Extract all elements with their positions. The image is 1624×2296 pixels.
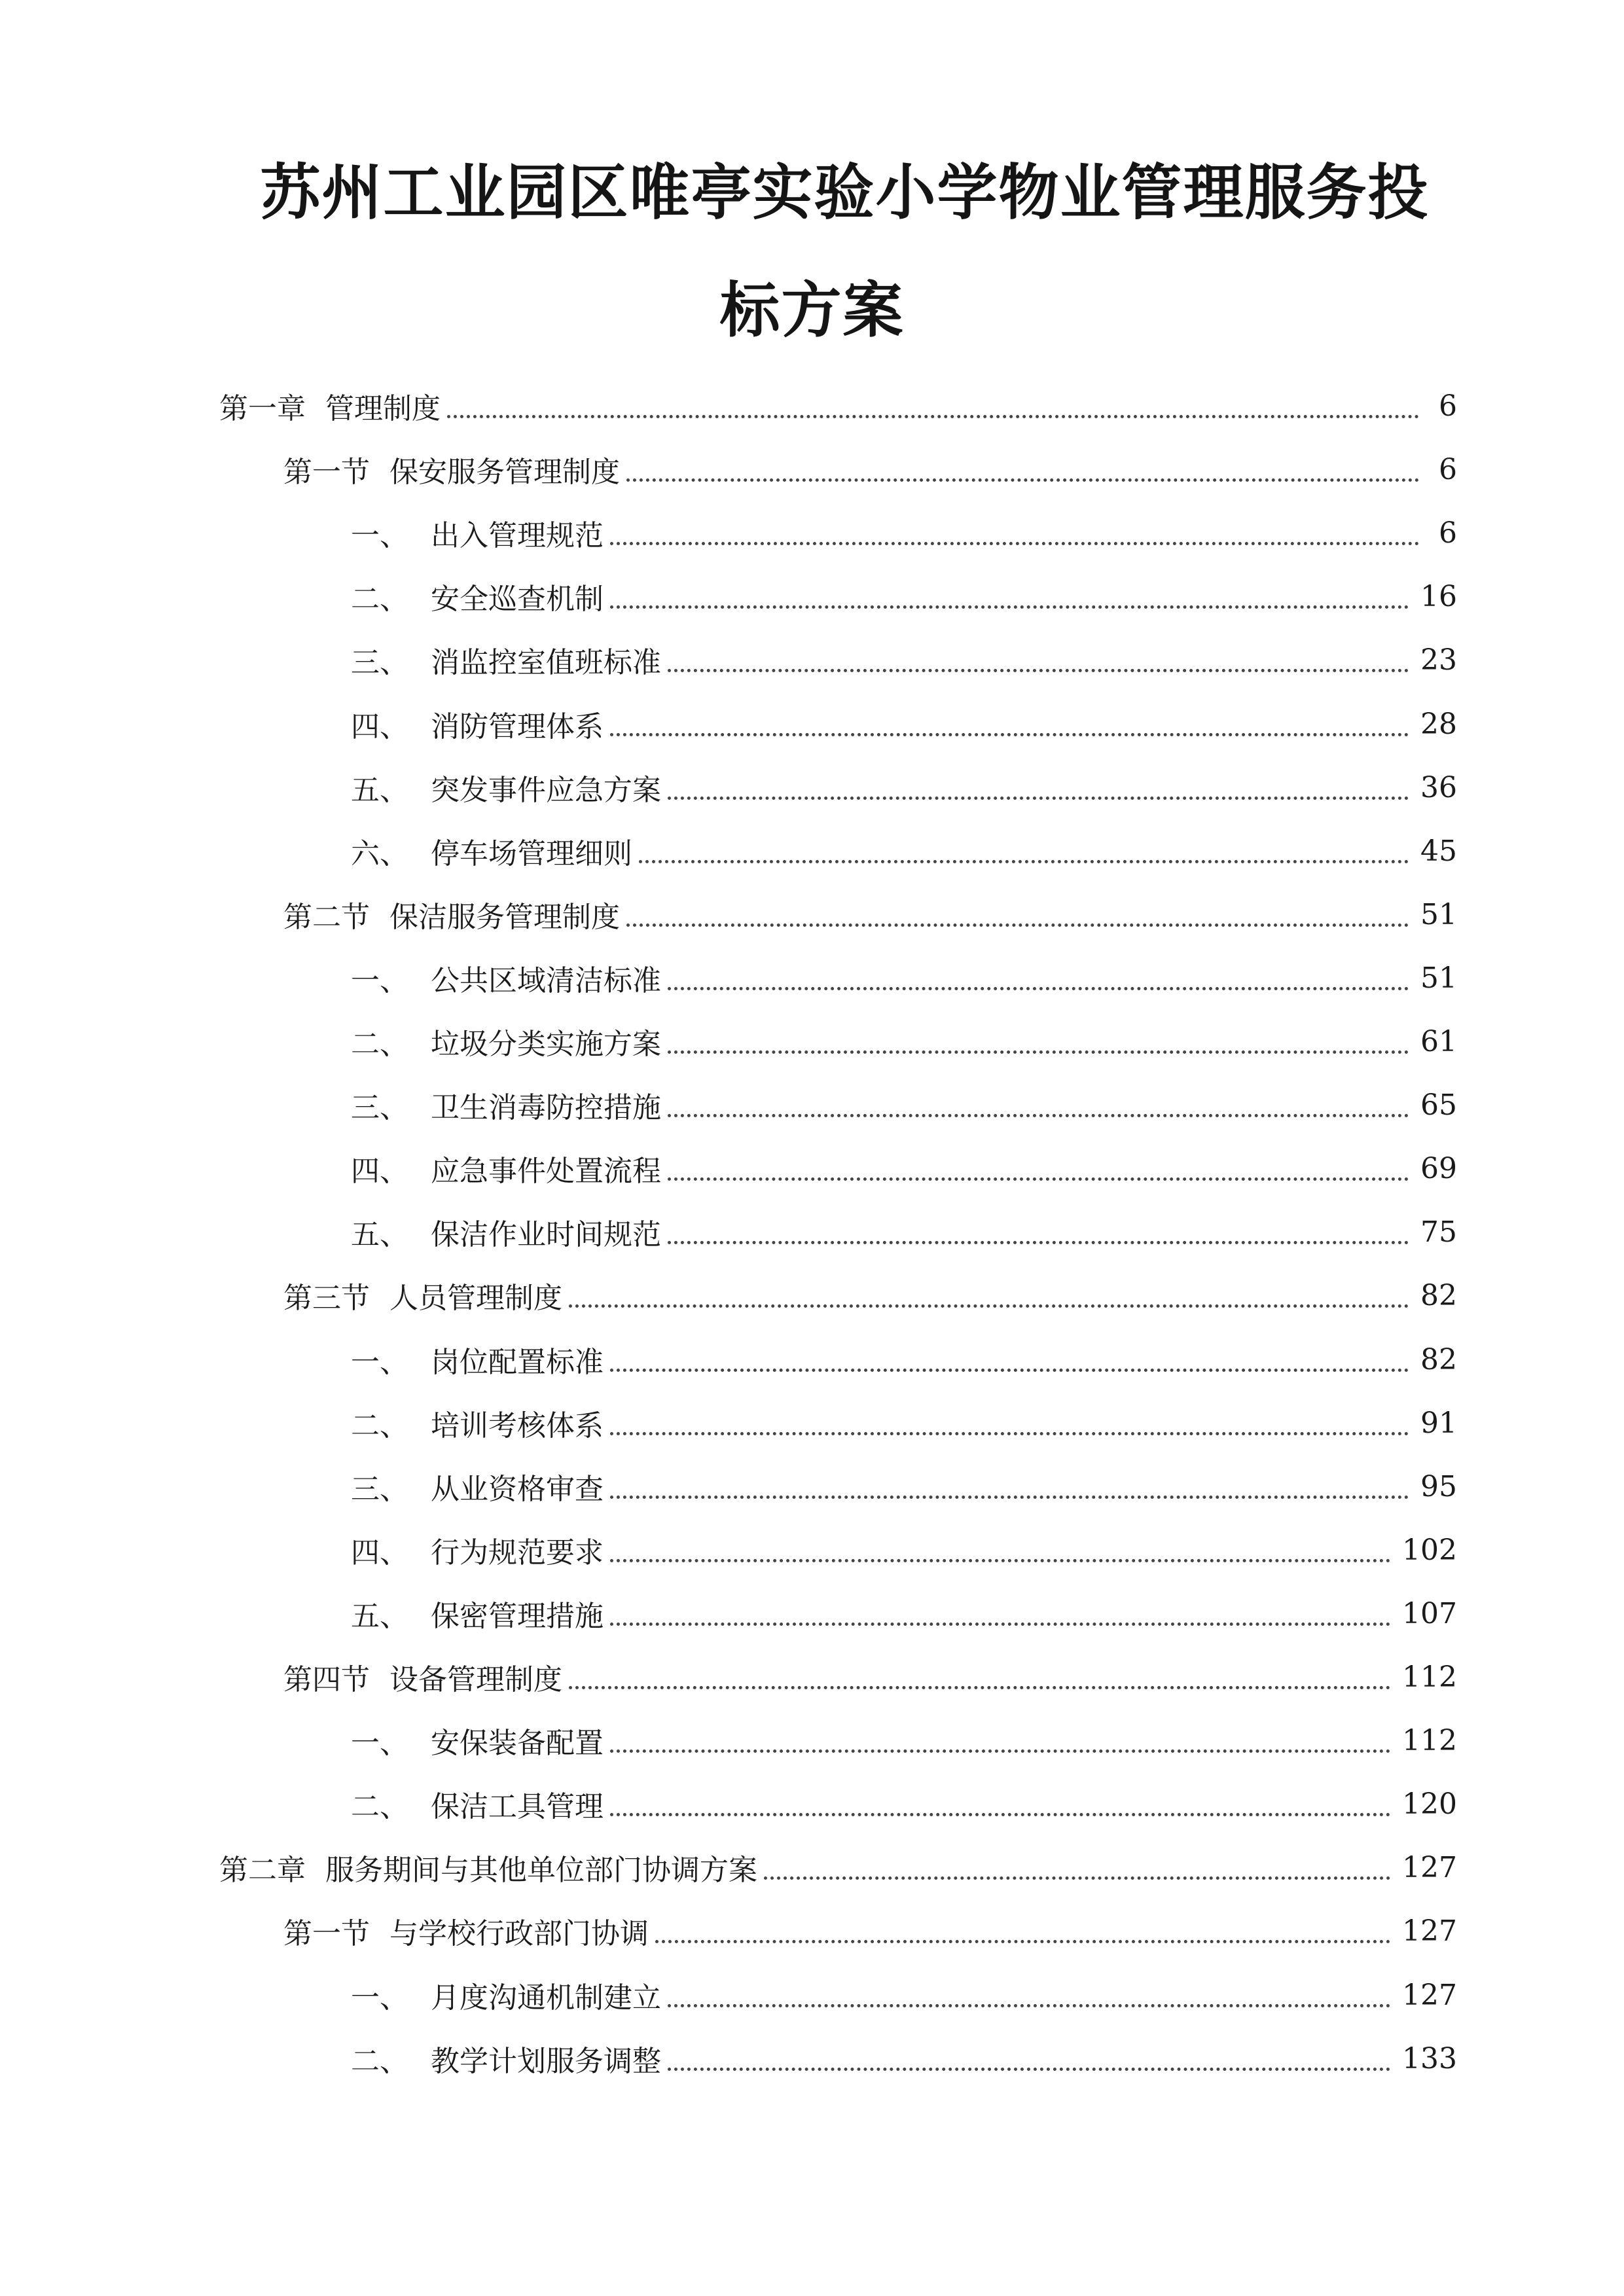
toc-entry[interactable]: [351, 570, 1457, 622]
toc-entry-title: 公共区域清洁标准: [431, 964, 661, 997]
toc-entry-number: 五、: [351, 1600, 408, 1633]
toc-entry[interactable]: [351, 1397, 1457, 1449]
toc-dot-leader: [626, 450, 1419, 482]
toc-page-number: 45: [1420, 834, 1457, 868]
toc-entry-title: 消监控室值班标准: [431, 646, 661, 679]
toc-entry-number: 一、: [351, 1346, 408, 1379]
toc-entry[interactable]: [351, 761, 1457, 814]
toc-entry-label: [351, 1592, 604, 1634]
toc-dot-leader: [668, 640, 1409, 672]
toc-entry-title: 垃圾分类实施方案: [431, 1028, 661, 1061]
toc-dot-leader: [668, 1085, 1409, 1117]
toc-entry-label: [351, 1147, 661, 1189]
toc-entry-label: [283, 893, 620, 935]
toc-dot-leader: [626, 895, 1409, 927]
toc-entry-title: 管理制度: [325, 392, 441, 425]
toc-entry-label: [219, 1846, 757, 1888]
toc-dot-leader: [610, 1721, 1390, 1753]
toc-entry-number: 一、: [351, 519, 408, 552]
toc-entry[interactable]: [351, 1333, 1457, 1386]
toc-dot-leader: [655, 1911, 1390, 1943]
toc-entry-title: 应急事件处置流程: [431, 1155, 661, 1188]
toc-entry-number: 四、: [351, 710, 408, 744]
toc-entry-title: 服务期间与其他单位部门协调方案: [325, 1854, 757, 1887]
toc-entry-label: [351, 1529, 604, 1571]
toc-entry[interactable]: [219, 380, 1457, 432]
toc-entry-title: 教学计划服务调整: [431, 2045, 661, 2078]
toc-page-number: 112: [1402, 1660, 1457, 1694]
toc-entry-label: [351, 1338, 604, 1380]
toc-entry-number: 第三节: [283, 1282, 370, 1315]
toc-entry-number: 四、: [351, 1155, 408, 1188]
toc-dot-leader: [668, 1022, 1409, 1054]
toc-entry[interactable]: [351, 1714, 1457, 1767]
toc-page-number: 28: [1420, 707, 1457, 741]
toc-dot-leader: [668, 1149, 1409, 1181]
toc-page-number: 127: [1402, 1914, 1457, 1948]
toc-entry-title: 保洁工具管理: [431, 1790, 604, 1823]
toc-entry-label: [351, 1719, 604, 1761]
toc-entry-label: [351, 957, 661, 999]
toc-entry[interactable]: [283, 1905, 1457, 1957]
toc-entry[interactable]: [351, 1778, 1457, 1830]
toc-entry[interactable]: [283, 1651, 1457, 1703]
toc-dot-leader: [668, 768, 1409, 800]
toc-entry[interactable]: [351, 1142, 1457, 1194]
toc-entry[interactable]: [351, 1524, 1457, 1576]
toc-entry[interactable]: [351, 1460, 1457, 1513]
document-title-line-2: 标方案: [719, 276, 905, 346]
toc-page-number: 61: [1420, 1024, 1457, 1058]
toc-dot-leader: [447, 386, 1419, 418]
toc-entry[interactable]: [351, 825, 1457, 877]
toc-entry-label: [351, 1402, 604, 1444]
toc-entry-label: [351, 1465, 604, 1507]
toc-dot-leader: [610, 513, 1419, 545]
toc-entry-title: 出入管理规范: [431, 519, 604, 552]
toc-entry-number: 一、: [351, 1727, 408, 1760]
toc-entry-title: 从业资格审查: [431, 1473, 604, 1506]
toc-entry-label: [219, 385, 441, 427]
toc-page-number: 51: [1420, 961, 1457, 995]
toc-entry[interactable]: [351, 507, 1457, 559]
toc-entry-title: 培训考核体系: [431, 1409, 604, 1443]
toc-page-number: 6: [1439, 452, 1457, 486]
toc-entry-number: 二、: [351, 583, 408, 616]
toc-entry-title: 停车场管理细则: [431, 837, 632, 870]
toc-entry[interactable]: [283, 443, 1457, 495]
toc-entry[interactable]: [283, 1269, 1457, 1321]
toc-dot-leader: [668, 1975, 1390, 2007]
toc-entry-label: [351, 639, 661, 681]
toc-entry-label: [351, 1020, 661, 1062]
toc-page-number: 65: [1420, 1088, 1457, 1122]
toc-entry-number: 二、: [351, 1790, 408, 1823]
document-title-line-1: 苏州工业园区唯亭实验小学物业管理服务投: [260, 158, 1430, 228]
toc-page-number: 6: [1439, 389, 1457, 423]
toc-dot-leader: [610, 1403, 1409, 1435]
toc-entry-number: 第四节: [283, 1663, 370, 1696]
toc-entry-number: 三、: [351, 1091, 408, 1124]
toc-entry-number: 二、: [351, 1409, 408, 1443]
toc-entry-number: 第一章: [219, 392, 306, 425]
toc-dot-leader: [610, 1530, 1390, 1562]
toc-entry-title: 设备管理制度: [389, 1663, 562, 1696]
toc-dot-leader: [610, 1467, 1409, 1499]
toc-entry[interactable]: [351, 1206, 1457, 1258]
toc-entry-number: 第二章: [219, 1854, 306, 1887]
toc-entry-title: 保安服务管理制度: [389, 456, 620, 489]
toc-page-number: 127: [1402, 1850, 1457, 1884]
toc-entry-label: [351, 1974, 661, 2016]
toc-dot-leader: [569, 1276, 1409, 1308]
toc-page-number: 82: [1420, 1278, 1457, 1312]
toc-entry-label: [351, 2037, 661, 2079]
toc-page-number: 69: [1420, 1151, 1457, 1185]
toc-entry-number: 三、: [351, 1473, 408, 1506]
toc-entry[interactable]: [219, 1841, 1457, 1893]
toc-entry-number: 二、: [351, 2045, 408, 2078]
toc-page-number: 91: [1420, 1406, 1457, 1440]
toc-entry-title: 保洁作业时间规范: [431, 1218, 661, 1251]
toc-dot-leader: [610, 1594, 1390, 1626]
toc-entry-number: 一、: [351, 1981, 408, 2015]
toc-entry-title: 卫生消毒防控措施: [431, 1091, 661, 1124]
toc-entry-title: 保洁服务管理制度: [389, 901, 620, 934]
toc-dot-leader: [610, 704, 1409, 736]
toc-entry-label: [351, 1211, 661, 1253]
toc-page-number: 75: [1420, 1215, 1457, 1249]
toc-entry-title: 消防管理体系: [431, 710, 604, 744]
toc-dot-leader: [639, 831, 1409, 863]
toc-entry-title: 安全巡查机制: [431, 583, 604, 616]
toc-entry-label: [283, 1910, 649, 1952]
toc-entry-label: [283, 448, 620, 490]
toc-entry[interactable]: [351, 952, 1457, 1004]
toc-entry-label: [351, 830, 632, 872]
toc-entry-title: 保密管理措施: [431, 1600, 604, 1633]
toc-entry-title: 安保装备配置: [431, 1727, 604, 1760]
toc-page-number: 112: [1402, 1723, 1457, 1757]
toc-dot-leader: [668, 958, 1409, 990]
toc-entry-number: 五、: [351, 1218, 408, 1251]
toc-page-number: 102: [1402, 1533, 1457, 1567]
toc-entry-title: 突发事件应急方案: [431, 774, 661, 807]
toc-entry-label: [351, 1783, 604, 1825]
toc-page-number: 36: [1420, 770, 1457, 804]
toc-dot-leader: [610, 1784, 1390, 1816]
toc-entry-number: 一、: [351, 964, 408, 997]
toc-entry-title: 月度沟通机制建立: [431, 1981, 661, 2015]
toc-page-number: 16: [1420, 579, 1457, 613]
toc-page-number: 133: [1402, 2041, 1457, 2075]
toc-page-number: 6: [1439, 516, 1457, 550]
toc-entry-label: [283, 1656, 562, 1698]
toc-entry-title: 行为规范要求: [431, 1536, 604, 1570]
toc-entry-label: [351, 575, 604, 617]
toc-page-number: 51: [1420, 897, 1457, 931]
toc-entry[interactable]: [351, 1587, 1457, 1640]
toc-entry-label: [351, 1084, 661, 1126]
toc-entry-number: 第二节: [283, 901, 370, 934]
toc-entry-label: [351, 703, 604, 745]
toc-entry-number: 四、: [351, 1536, 408, 1570]
toc-entry-number: 二、: [351, 1028, 408, 1061]
toc-dot-leader: [668, 1212, 1409, 1244]
toc-page-number: 23: [1420, 643, 1457, 677]
toc-entry-label: [351, 766, 661, 808]
toc-page-number: 82: [1420, 1342, 1457, 1376]
toc-dot-leader: [610, 577, 1409, 609]
toc-dot-leader: [764, 1848, 1390, 1880]
toc-page-number: 107: [1402, 1596, 1457, 1630]
toc-dot-leader: [569, 1657, 1390, 1689]
toc-dot-leader: [610, 1340, 1409, 1372]
toc-entry[interactable]: [351, 698, 1457, 750]
toc-entry-label: [283, 1274, 562, 1316]
toc-entry-label: [351, 512, 604, 554]
toc-page-number: 120: [1402, 1787, 1457, 1821]
toc-entry-title: 与学校行政部门协调: [389, 1917, 649, 1950]
toc-entry-number: 五、: [351, 774, 408, 807]
toc-entry-number: 三、: [351, 646, 408, 679]
toc-page-number: 95: [1420, 1469, 1457, 1503]
toc-entry-number: 第一节: [283, 456, 370, 489]
toc-entry[interactable]: [283, 888, 1457, 941]
toc-entry-title: 人员管理制度: [389, 1282, 562, 1315]
toc-entry[interactable]: [351, 1079, 1457, 1131]
toc-entry-number: 第一节: [283, 1917, 370, 1950]
toc-entry-number: 六、: [351, 837, 408, 870]
toc-entry-title: 岗位配置标准: [431, 1346, 604, 1379]
toc-entry[interactable]: [351, 2032, 1457, 2085]
toc-entry[interactable]: [351, 1015, 1457, 1067]
toc-entry[interactable]: [351, 634, 1457, 686]
toc-page-number: 127: [1402, 1978, 1457, 2012]
toc-entry[interactable]: [351, 1969, 1457, 2021]
toc-dot-leader: [668, 2039, 1390, 2071]
